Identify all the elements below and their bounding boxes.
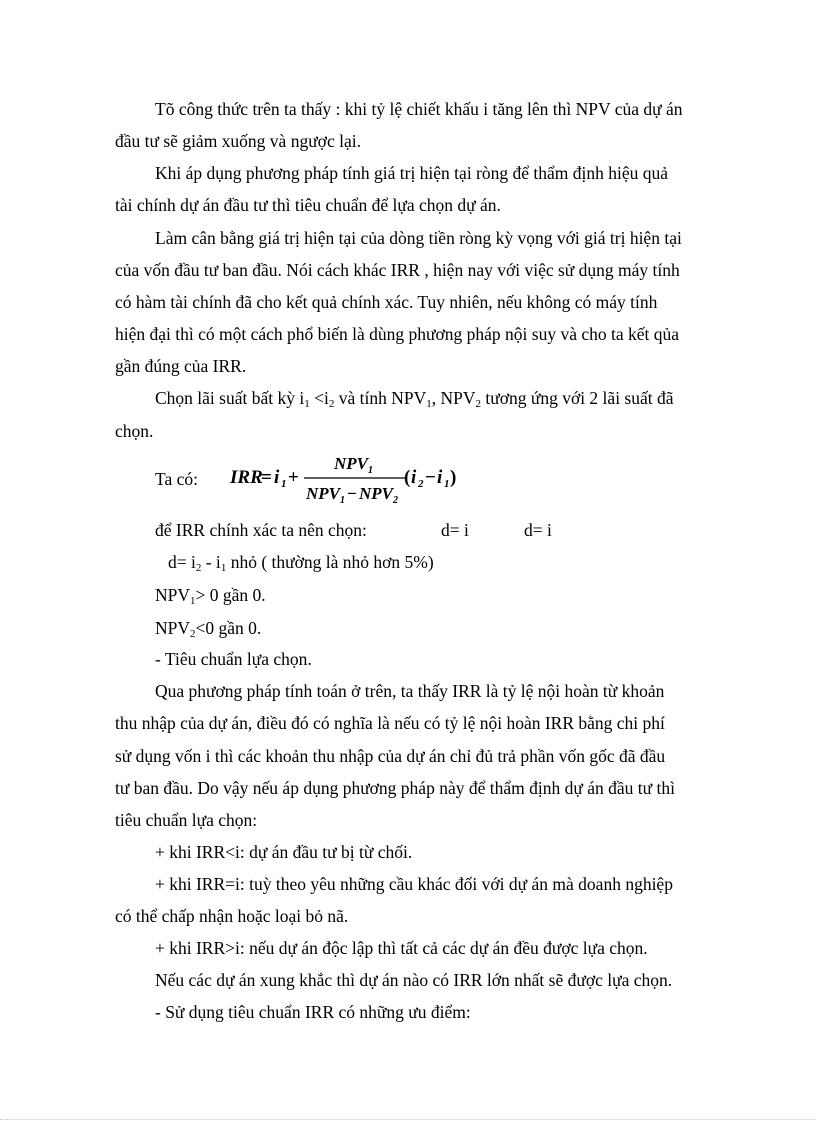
text-line-19: thu nhập của dự án, điều đó có nghĩa là nếu có tỷ lệ nội hoàn IRR bằng chi phí [115,713,665,733]
formula-label: Ta có: [155,469,198,489]
formula-sub1: 1 [281,478,287,490]
text-line-25: có thể chấp nhận hoặc loại bỏ nã. [115,906,349,926]
text-line-26: + khi IRR>i: nếu dự án độc lập thì tất cả các dự án đều được lựa chọn. [155,938,648,958]
text-line-23: + khi IRR<i: dự án đầu tư bị từ chối. [155,842,413,862]
text-line-5: Làm cân bằng giá trị hiện tại của dòng tiền ròng kỳ vọng với giá trị hiện tại [155,228,682,248]
text-line-21: tư ban đầu. Do vậy nếu áp dụng phương pháp này để thẩm định dự án đầu tư thì [115,778,675,798]
formula-num-sub: 1 [368,465,373,476]
formula-i2: i [411,467,417,488]
text-line-10: Chọn lãi suất bất kỳ $i_1 <i_2$ và tính $NPV_1$, $NPV_2$ tương ứng với 2 lãi suất đã [155,388,674,410]
formula-den-a-sub: 1 [340,495,345,506]
text-line-11: chọn. [115,421,154,441]
text-line-20: sử dụng vốn i thì các khoản thu nhập của dự án chỉ đủ trả phần vốn gốc đã đầu [115,746,666,766]
page-bottom-rule [0,1119,816,1120]
formula-den-a: NPV [306,484,340,503]
text-line-8: hiện đại thì có một cách phổ biến là dùng phương pháp nội suy và cho ta kết qủa [115,324,680,344]
text-line-15: $NPV_1> 0$ gần 0. [155,585,266,607]
formula-i1b: i [437,467,443,488]
irr-formula [230,450,460,506]
formula-plus: + [288,467,299,488]
text-line-24: + khi IRR=i: tuỳ theo yêu những cầu khác đối với dự án mà doanh nghiệp [155,874,673,894]
text-line-2: đầu tư sẽ giảm xuống và ngược lại. [115,131,361,151]
irr-formula-graphic [230,450,460,506]
formula-den-minus: − [347,484,357,503]
formula-num: NPV [334,454,368,473]
text-line-27: Nếu các dự án xung khắc thì dự án nào có IRR lớn nhất sẽ được lựa chọn. [155,970,673,990]
formula-paren-close: ) [450,467,457,488]
text-line-13a: để IRR chính xác ta nên chọn: [155,520,367,540]
text-line-3: Khi áp dụng phương pháp tính giá trị hiện tại ròng để thẩm định hiệu quả [155,163,669,183]
formula-sub2: 2 [418,478,424,490]
text-line-4: tài chính dự án đầu tư thì tiêu chuẩn để lựa chọn dự án. [115,195,501,215]
text-line-16: $NPV_2<0$ gần 0. [155,618,262,640]
text-line-22: tiêu chuẩn lựa chọn: [115,810,258,830]
text-line-9: gần đúng của IRR. [115,356,247,376]
text-line-13b: d= i [441,520,469,540]
formula-minus: − [425,467,436,488]
text-line-17: - Tiêu chuẩn lựa chọn. [155,649,312,669]
formula-lhs: IRR [230,467,263,488]
formula-paren-open: ( [404,467,411,488]
text-line-6: của vốn đầu tư ban đầu. Nói cách khác IRR , hiện nay với việc sử dụng máy tính [115,260,680,280]
text-line-13c: d= i [524,520,552,540]
text-line-7: có hàm tài chính đã cho kết quả chính xác. Tuy nhiên, nếu không có máy tính [115,292,658,312]
text-line-28: - Sử dụng tiêu chuẩn IRR có những ưu điểm: [155,1002,471,1022]
formula-den-b-sub: 2 [393,495,398,506]
formula-i1: i [274,467,280,488]
text-line-18: Qua phương pháp tính toán ở trên, ta thấy IRR là tỷ lệ nội hoàn từ khoản [155,681,665,701]
formula-sub1b: 1 [444,478,450,490]
text-line-14: $d= i_2 - i_1$ nhỏ ( thường là nhỏ hơn 5%) [168,552,434,574]
text-line-1: Tõ công thức trên ta thấy : khi tỷ lệ chiết khấu i tăng lên thì NPV của dự án [155,99,683,119]
formula-eq: = [261,467,272,488]
formula-den-b: NPV [359,484,393,503]
